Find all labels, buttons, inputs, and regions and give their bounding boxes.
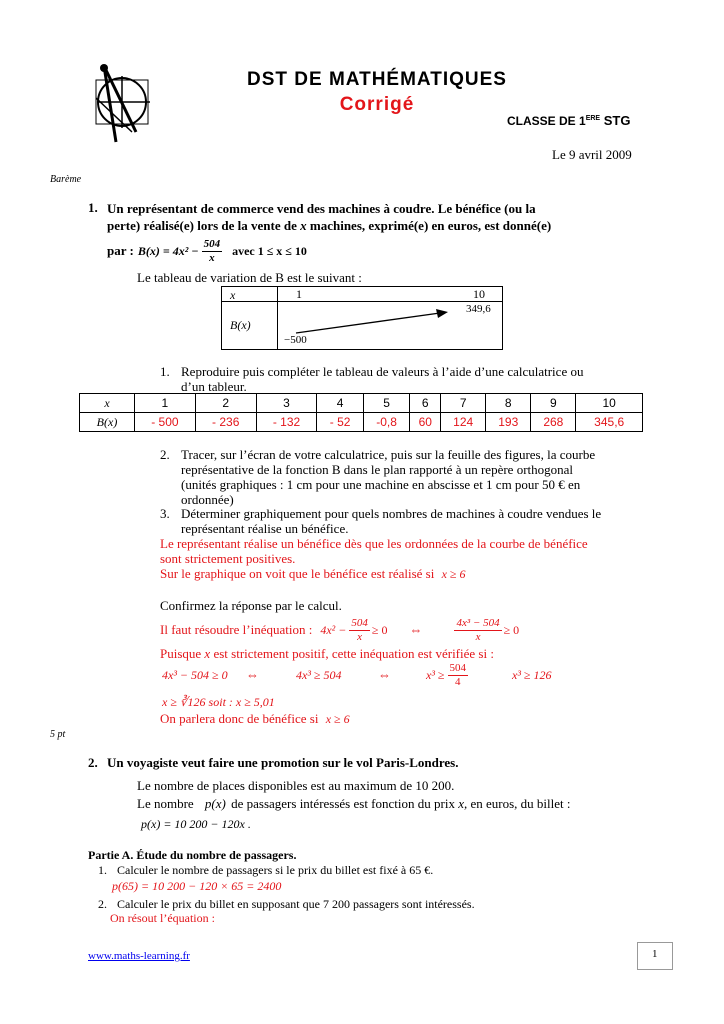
var-x-start: 1 xyxy=(296,287,302,301)
ineq2-fraction: $\frac{\text{4x³ − 504}}{x}$ xyxy=(456,616,500,643)
x-cell: 7 xyxy=(441,394,486,413)
b-cell: -0,8 xyxy=(363,413,409,432)
points-label: 5 pt xyxy=(50,729,66,740)
root-line: x ≥ ∛126 soit : x ≥ 5,01 xyxy=(162,695,275,709)
nombre-text: Le nombre p(x) de passagers intéressés est fonction du prix x, en euros, du billet : xyxy=(137,796,571,811)
exercise-2-statement: Un voyagiste veut faire une promotion sur le vol Paris-Londres. xyxy=(107,755,459,770)
x-cell: 6 xyxy=(410,394,441,413)
x-cell: 8 xyxy=(486,394,531,413)
a1-answer: p(65) = 10 200 − 120 × 65 = 2400 xyxy=(112,879,282,893)
q2-number: 2. xyxy=(160,447,170,462)
increasing-arrow xyxy=(292,307,452,337)
page-number-box xyxy=(637,942,673,970)
x-cell: 2 xyxy=(195,394,256,413)
var-b-start: −500 xyxy=(284,334,307,346)
answer-text: Le représentant réalise un bénéfice dès que les ordonnées de la courbe de bénéfice sont strictement positives. Sur le graphique on voit que le bénéfice est réalisé si x ≥ 6 xyxy=(160,536,588,581)
price-formula: p(x) = 10 200 − 120x . xyxy=(141,817,251,831)
values-b-label: B(x) xyxy=(80,413,135,432)
q2-text: Tracer, sur l’écran de votre calculatrice, puis sur la feuille des figures, la courbe représentative de la fonction B dans le plan rapporté à un repère orthogonal (unités graphiques : 1 cm pour une machine en abscisse et 1 cm pour 50 € en ordonnée) xyxy=(181,447,596,507)
b-cell: 193 xyxy=(486,413,531,432)
equiv-1: ⇔ xyxy=(246,667,259,682)
x-cell: 4 xyxy=(317,394,363,413)
b-cell: 345,6 xyxy=(576,413,643,432)
a2-number: 2. xyxy=(98,897,107,911)
conclusion-line: On parlera donc de bénéfice si x ≥ 6 xyxy=(160,711,350,726)
footer-link[interactable]: www.maths-learning.fr xyxy=(88,950,190,962)
inequation-line: Il faut résoudre l’inéquation : 4x² − $\frac{504}{x}$ ≥ 0 ⇔ $\frac{\text{4x³ − 504}}{x}$ ≥ 0 xyxy=(160,616,520,643)
class-label: CLASSE DE 1ERE STG xyxy=(507,113,631,128)
var-x-end: 10 xyxy=(473,287,485,301)
b-cell: 268 xyxy=(531,413,576,432)
a1-text: Calculer le nombre de passagers si le prix du billet est fixé à 65 €. xyxy=(117,863,434,877)
exercise-2-number: 2. xyxy=(88,755,98,770)
ineq-fraction: $\frac{504}{x}$ xyxy=(351,616,368,643)
variation-intro: Le tableau de variation de B est le suivant : xyxy=(137,270,362,285)
q3-number: 3. xyxy=(160,506,170,521)
chain-step-2: 4x³ ≥ 504 xyxy=(296,668,342,682)
values-row-x xyxy=(80,394,643,413)
exam-date: Le 9 avril 2009 xyxy=(552,147,632,162)
chain-step-3: x³ ≥ $\frac{504}{4}$ xyxy=(426,661,467,688)
positive-line: Puisque x est strictement positif, cette inéquation est vérifiée si : xyxy=(160,646,494,661)
values-row-b xyxy=(80,413,643,432)
page-title: DST DE MATHÉMATIQUES xyxy=(247,69,507,90)
var-b-label: B(x) xyxy=(230,318,251,332)
var-b-end: 349,6 xyxy=(466,303,491,315)
places-text: Le nombre de places disponibles est au maximum de 10 200. xyxy=(137,778,455,793)
q1-text: Reproduire puis compléter le tableau de valeurs à l’aide d’une calculatrice ou d’un tableur. xyxy=(181,364,584,394)
q3-text: Déterminer graphiquement pour quels nombres de machines à coudre vendues le représentant réalise un bénéfice. xyxy=(181,506,602,536)
q1-number: 1. xyxy=(160,364,170,379)
a2-answer: On résout l’équation : xyxy=(110,911,215,925)
b-cell: - 236 xyxy=(195,413,256,432)
formula-fraction: $\frac{504}{x}$ xyxy=(203,237,221,264)
a1-number: 1. xyxy=(98,863,107,877)
part-a-heading: Partie A. Étude du nombre de passagers. xyxy=(88,848,297,862)
x-cell: 9 xyxy=(531,394,576,413)
x-cell: 3 xyxy=(256,394,317,413)
chain-step-1: 4x³ − 504 ≥ 0 xyxy=(162,668,228,682)
confirm-text: Confirmez la réponse par le calcul. xyxy=(160,598,342,613)
values-table xyxy=(79,393,643,432)
b-cell: 124 xyxy=(441,413,486,432)
b-cell: 60 xyxy=(410,413,441,432)
x-cell: 10 xyxy=(576,394,643,413)
variation-table xyxy=(221,286,503,350)
chain-step-4: x³ ≥ 126 xyxy=(512,668,552,682)
values-x-label: x xyxy=(80,394,135,413)
x-cell: 5 xyxy=(363,394,409,413)
exercise-1-statement: Un représentant de commerce vend des machines à coudre. Le bénéfice (ou la perte) réalisé(e) lors de la vente de x machines, exprimé(e) en euros, est donné(e) xyxy=(107,201,552,233)
page-subtitle: Corrigé xyxy=(339,94,415,115)
a2-text: Calculer le prix du billet en supposant que 7 200 passagers sont intéressés. xyxy=(117,897,475,911)
equiv-2: ⇔ xyxy=(378,667,391,682)
var-x-label: x xyxy=(230,288,236,302)
b-cell: - 500 xyxy=(135,413,196,432)
b-cell: - 52 xyxy=(317,413,363,432)
bareme-label: Barème xyxy=(50,174,82,185)
x-cell: 1 xyxy=(135,394,196,413)
b-cell: - 132 xyxy=(256,413,317,432)
page-number: 1 xyxy=(652,948,658,960)
exercise-1-number: 1. xyxy=(88,200,98,215)
exercise-1-formula: par : B(x) = 4x² − $\frac{504}{x}$ avec 1 ≤ x ≤ 10 xyxy=(107,237,307,264)
